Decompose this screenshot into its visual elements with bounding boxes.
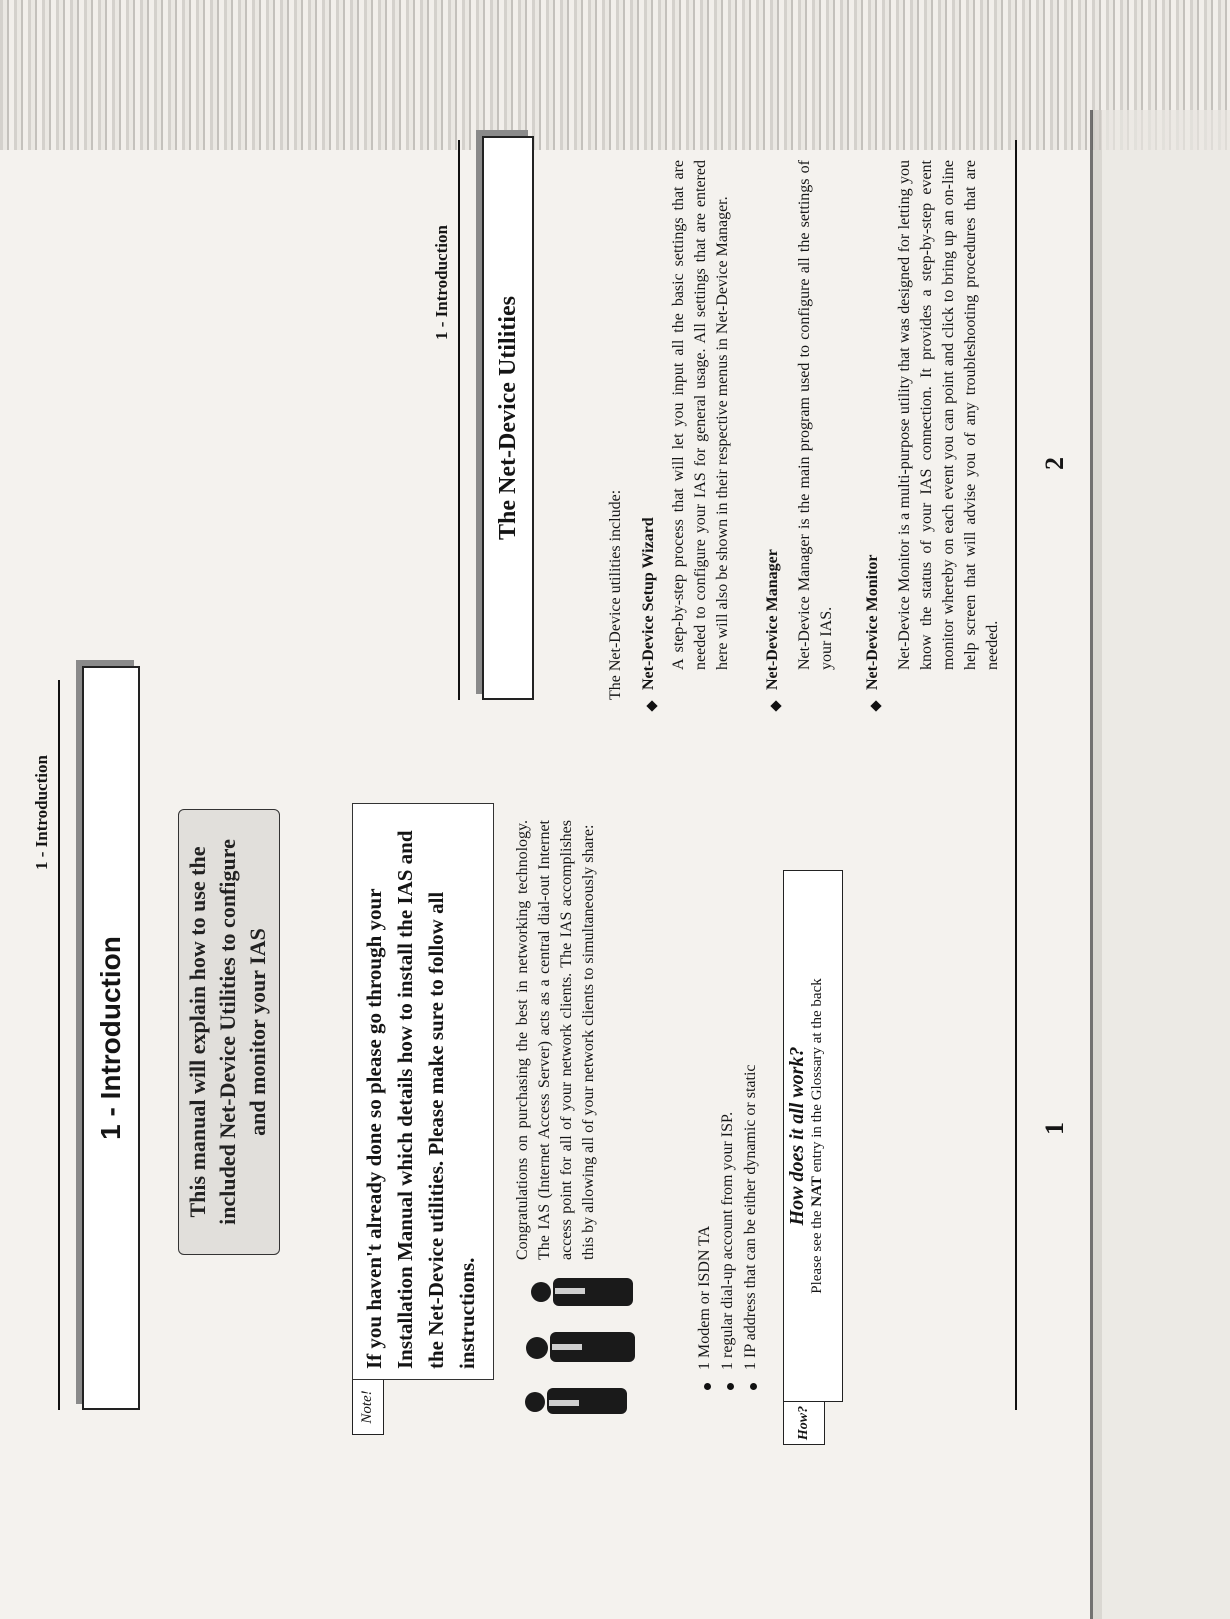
left-page-header: 1 - Introduction <box>32 755 51 870</box>
how-text-bold: NAT <box>809 1176 825 1207</box>
right-header-rule <box>458 140 460 700</box>
manager-title: Net-Device Manager <box>764 549 781 690</box>
setup-wizard-title: Net-Device Setup Wizard <box>640 517 657 690</box>
note-box: If you haven't already done so please go through your Installation Manual which details how to install the IAS and the Net-Device utilities. Please make sure to follow all instructions. <box>352 803 494 1380</box>
right-page-header: 1 - Introduction <box>432 225 451 340</box>
manager-text: Net-Device Manager is the main program used to configure all the settings of your IAS. <box>796 160 835 670</box>
bullet-diamond <box>770 700 781 711</box>
left-page-title: 1 - Introduction <box>82 666 140 1410</box>
left-page-number: 1 <box>1040 1122 1069 1135</box>
monitor-title: Net-Device Monitor <box>864 554 881 690</box>
intro-paragraph: Congratulations on purchasing the best in networking technology. The IAS (Internet Access Server) acts as a central dial-out Internet access point for all of your network clients. The IAS accomplishes this by allowing all of your network clients to simultaneously share: <box>514 820 597 1260</box>
right-page-number: 2 <box>1040 457 1069 470</box>
setup-wizard-text: A step-by-step process that will let you input all the basic settings that are needed to configure your IAS for general usage. All settings that are entered here will also be shown in their respective menus in Net-Device Manager. <box>670 160 731 670</box>
note-tag: Note! <box>352 1379 384 1435</box>
bullet-diamond <box>870 700 881 711</box>
bullet-account: 1 regular dial-up account from your ISP. <box>719 1111 736 1370</box>
how-title: How does it all work? <box>786 1046 808 1226</box>
bullet-ip: 1 IP address that can be either dynamic or static <box>742 1064 759 1370</box>
right-footer-rule <box>1015 140 1017 700</box>
monitor-text: Net-Device Monitor is a multi-purpose utility that was designed for letting you know the status of your IAS connection. It provides a step-by-step event monitor whereby on each event you can point and click to bring up an on-line help screen that will advise you of any troubleshooting procedures that are needed. <box>896 160 1001 670</box>
intro-banner: This manual will explain how to use the included Net-Device Utilities to configure and monitor your IAS <box>178 809 280 1255</box>
bullet-diamond <box>646 700 657 711</box>
how-text-post: entry in the Glossary at the back <box>809 978 825 1177</box>
utilities-lead: The Net-Device utilities include: <box>607 489 624 700</box>
how-tag: How? <box>783 1401 825 1445</box>
right-page-title: The Net-Device Utilities <box>482 136 534 700</box>
bullet-modem: 1 Modem or ISDN TA <box>696 1225 713 1370</box>
how-text-pre: Please see the <box>809 1206 825 1294</box>
